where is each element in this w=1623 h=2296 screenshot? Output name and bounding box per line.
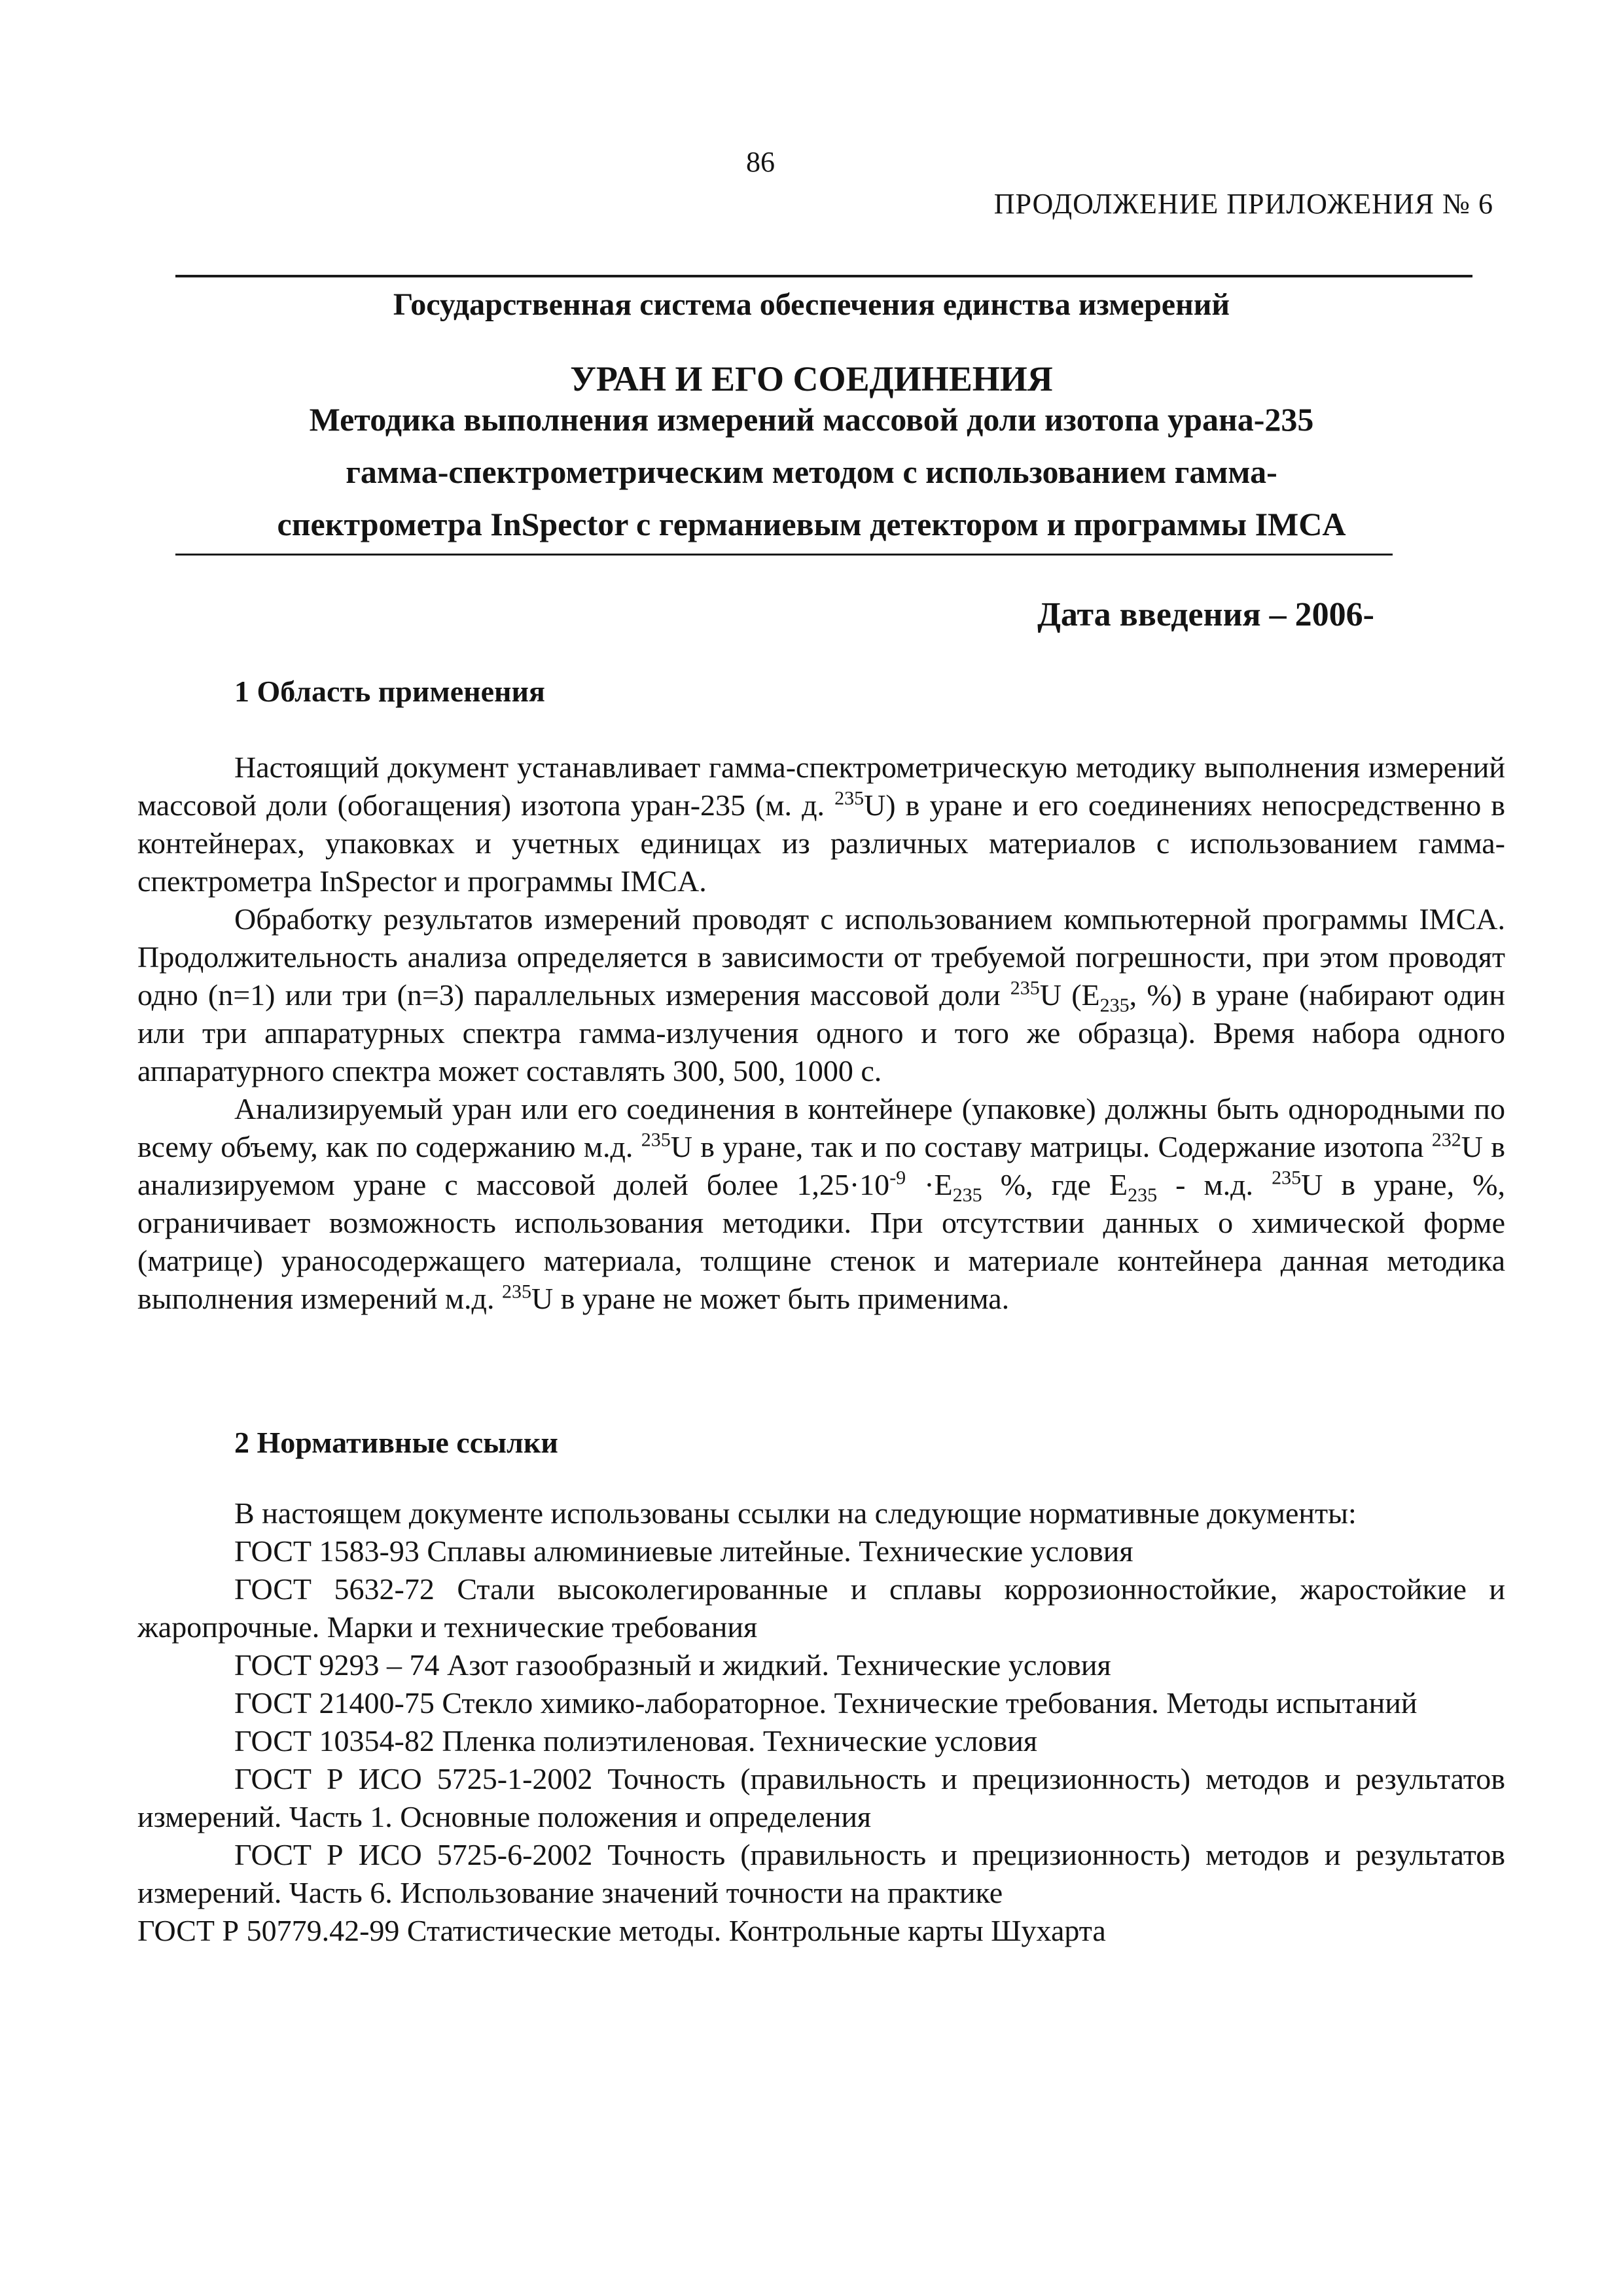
subtitle-line-2: гамма-спектрометрическим методом с использованием гамма- [346, 453, 1277, 490]
top-rule [175, 275, 1472, 277]
list-item: ГОСТ 1583-93 Сплавы алюминиевые литейные. Технические условия [234, 1534, 1133, 1568]
paragraph: Обработку результатов измерений проводят с использованием компьютерной программы IMCA. Продолжительность анализа определяется в зависимости от требуемой погрешности, при этом проводят одно (n=1) или три (n=3) параллельных измерения массовой доли $^{235}$U ($E_{235}$, %) в уране (набирают один или три аппаратурных спектра гамма-излучения одного и того же образца). Время набора одного аппаратурного спектра может составлять 300, 500, 1000 с. [137, 902, 1505, 1087]
page-number: 86 [746, 146, 775, 178]
section-2-title: 2 Нормативные ссылки [234, 1426, 558, 1459]
list-item: ГОСТ Р ИСО 5725-1-2002 Точность (правильность и прецизионность) методов и результатов измерений. Часть 1. Основные положения и определения [137, 1762, 1505, 1833]
section-1-body [137, 749, 1505, 1318]
paragraph: Настоящий документ устанавливает гамма-спектрометрическую методику выполнения измерений массовой доли (обогащения) изотопа уран-235 (м. д. $^{235}$U) в уране и его соединениях непосредственно в контейнерах, упаковках и учетных единицах из различных материалов с использованием гамма-спектрометра InSpector и программы IMCA. [137, 751, 1505, 898]
list-item: ГОСТ 10354-82 Пленка полиэтиленовая. Технические условия [234, 1724, 1038, 1757]
section-1-title: 1 Область применения [234, 675, 545, 708]
subtitle-line-3: спектрометра InSpector с германиевым детектором и программы IMCA [277, 506, 1346, 542]
introduction-date: Дата введения – 2006- [1037, 596, 1374, 633]
list-item: В настоящем документе использованы ссылки на следующие нормативные документы: [234, 1496, 1357, 1530]
list-item: ГОСТ Р ИСО 5725-6-2002 Точность (правильность и прецизионность) методов и результатов измерений. Часть 6. Использование значений точности на практике [137, 1838, 1505, 1909]
document-title: УРАН И ЕГО СОЕДИНЕНИЯ [570, 359, 1053, 398]
paragraph: Анализируемый уран или его соединения в контейнере (упаковке) должны быть однородными по всему объему, как по содержанию м.д. $^{235}$U в уране, так и по составу матрицы. Содержание изотопа $^{232}$U в анализируемом уране с массовой долей более $1,25\cdot 10^{-9} \cdot E_{235}$ %, где $E_{235} - м.д$. $^{235}$U в уране, %, ограничивает возможность использования методики. При отсутствии данных о химической форме (матрице) ураносодержащего материала, толщине стенок и материале контейнера данная методика выполнения измерений м.д. $^{235}$U в уране не может быть применима. [137, 1092, 1505, 1315]
references-list [137, 1494, 1505, 1950]
list-item: ГОСТ 5632-72 Стали высоколегированные и сплавы коррозионностойкие, жаростойкие и жаропрочные. Марки и технические требования [137, 1572, 1505, 1644]
subtitle-line-1: Методика выполнения измерений массовой доли изотопа урана-235 [309, 401, 1314, 438]
list-item: ГОСТ 21400-75 Стекло химико-лабораторное. Технические требования. Методы испытаний [234, 1686, 1418, 1720]
title-rule [175, 554, 1393, 556]
running-head: ПРОДОЛЖЕНИЕ ПРИЛОЖЕНИЯ № 6 [993, 188, 1493, 220]
system-title: Государственная система обеспечения единства измерений [393, 287, 1230, 322]
list-item: ГОСТ Р 50779.42-99 Статистические методы. Контрольные карты Шухарта [137, 1914, 1106, 1947]
list-item: ГОСТ 9293 – 74 Азот газообразный и жидкий. Технические условия [234, 1648, 1111, 1682]
